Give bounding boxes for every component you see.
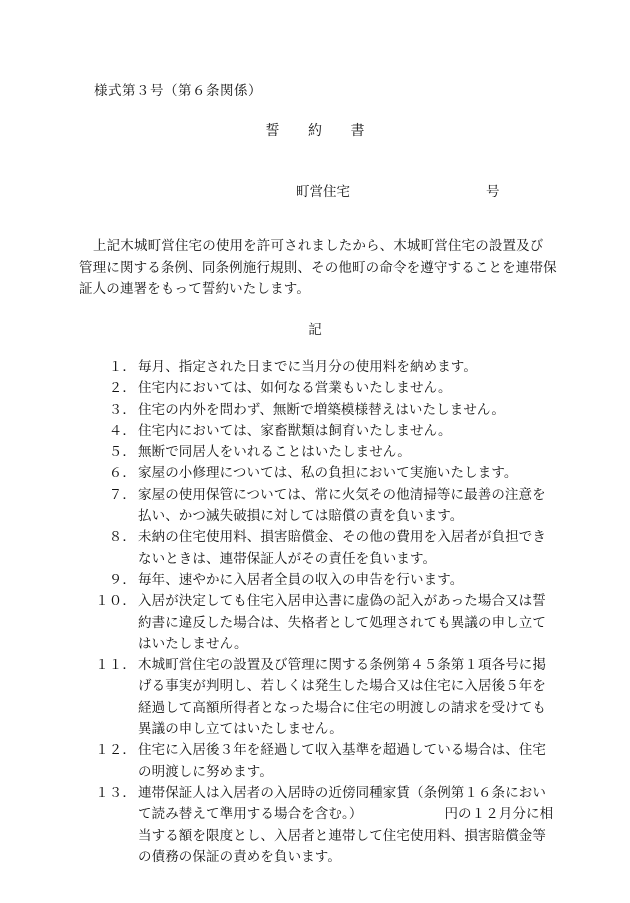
item-text: 入居が決定しても住宅入居申込書に虚偽の記入があった場合又は誓約書に違反した場合は、失格者として処理されても異議の申し立てはいたしません。 — [138, 593, 546, 652]
list-item — [0, 783, 558, 868]
item-text: 家屋の使用保管については、常に火気その他清掃等に最善の注意を払い、かつ滅失破損に対しては賠償の責を負います。 — [138, 486, 546, 525]
list-item — [0, 463, 558, 484]
list-item — [0, 527, 558, 570]
item-text: 木城町営住宅の設置及び管理に関する条例第４５条第１項各号に掲げる事実が判明し、若しくは発生した場合又は住宅に入居後５年を経過して高額所得者となった場合に住宅の明渡しの請求を受けても異議の申し立てはいたしません。 — [138, 657, 546, 738]
item-number: ７． — [108, 486, 136, 503]
form-number: 様式第３号（第６条関係） — [94, 83, 262, 99]
list-item — [0, 655, 558, 740]
list-item — [0, 442, 558, 463]
item13-text-after: 円の１２月分に相当する額を限度とし、入居者と連帯して住宅使用料、損害賠償金等の債務の保証の責めを負います。 — [138, 806, 554, 865]
housing-number-suffix: 号 — [486, 184, 500, 200]
item-text: 未納の住宅使用料、損害賠償金、その他の費用を入居者が負担できないときは、連帯保証人がその責任を負います。 — [138, 529, 546, 567]
preamble-paragraph: 上記木城町営住宅の使用を許可されましたから、木城町営住宅の設置及び管理に関する条例、同条例施行規則、その他町の命令を遵守することを連帯保証人の連署をもって誓約いたします。 — [79, 238, 557, 297]
item-number: ３． — [108, 401, 136, 418]
list-item — [0, 378, 558, 399]
item-text — [138, 783, 558, 868]
title-char-3: 書 — [350, 123, 365, 139]
item-text: 住宅内においては、家畜獣類は飼育いたしません。 — [138, 422, 452, 439]
housing-label: 町営住宅 — [296, 184, 350, 200]
list-item — [0, 591, 558, 655]
title-char-2: 約 — [308, 123, 322, 139]
title-char-1: 誓 — [265, 123, 280, 139]
item-number: ２． — [108, 380, 136, 397]
oath-items-list — [0, 357, 630, 868]
item-number: １１． — [95, 657, 136, 674]
item-number: １３． — [95, 784, 136, 801]
ki-heading: 記 — [308, 322, 322, 338]
item-number: ６． — [108, 465, 136, 482]
item-text: 毎月、指定された日までに当月分の使用料を納めます。 — [138, 359, 477, 375]
item-number: １２． — [95, 742, 136, 759]
item-text: 家屋の小修理については、私の負担において実施いたします。 — [138, 465, 518, 482]
item-number: ８． — [108, 529, 136, 546]
item13-text-before: 連帯保証人は入居者の入居時の近傍同種家賃（条例第１６条において読み替えて準用する場合を含む。） — [138, 784, 546, 823]
item-number: ５． — [108, 444, 136, 461]
item-number: １． — [108, 359, 136, 375]
item-text: 住宅に入居後３年を経過して収入基準を超過している場合は、住宅の明渡しに努めます。 — [138, 742, 546, 780]
item-number: １０． — [95, 593, 136, 610]
item-text: 無断で同居人をいれることはいたしません。 — [138, 444, 411, 461]
item-number: ４． — [108, 422, 136, 439]
list-item — [0, 740, 558, 783]
item-text: 住宅内においては、如何なる営業もいたしません。 — [138, 380, 452, 397]
list-item — [0, 570, 558, 591]
list-item — [0, 400, 558, 421]
list-item — [0, 421, 558, 442]
document-title — [0, 120, 630, 140]
list-item — [0, 485, 558, 528]
item-number: ９． — [108, 571, 136, 588]
item-text: 住宅の内外を問わず、無断で増築模様替えはいたしません。 — [138, 401, 505, 418]
item-text: 毎年、速やかに入居者全員の収入の申告を行います。 — [138, 571, 464, 588]
list-item — [0, 357, 558, 378]
